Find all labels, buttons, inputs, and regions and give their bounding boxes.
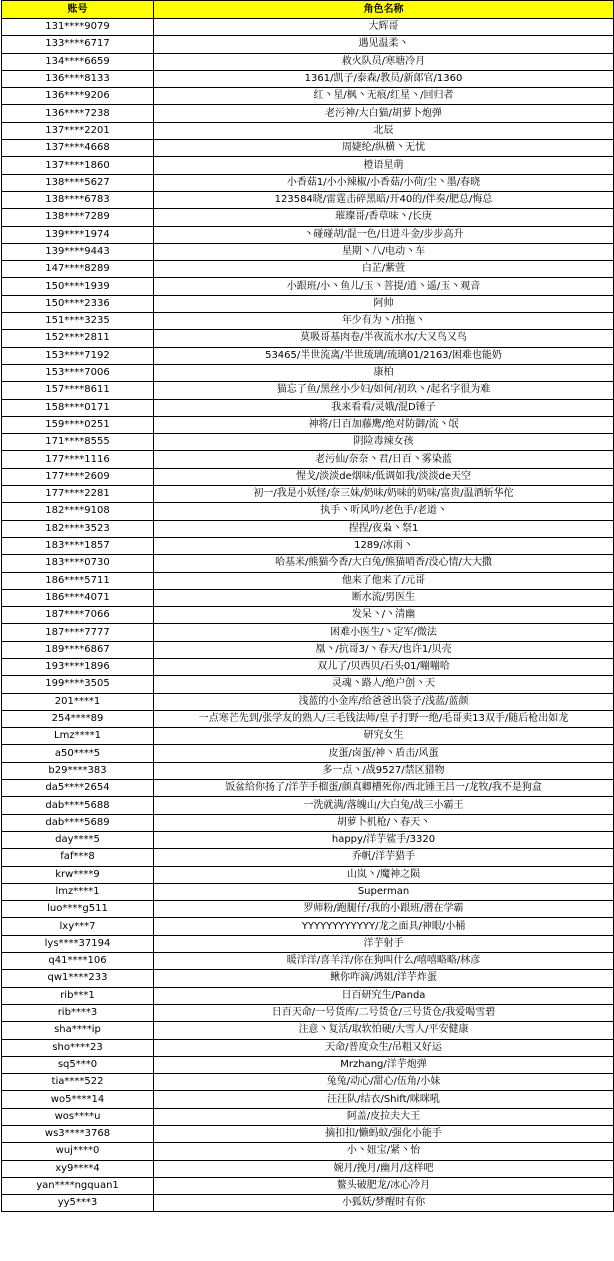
table-row: [2, 313, 614, 330]
account-cell: 136****7238: [2, 105, 154, 122]
role-name-cell: 遇见温柔丶: [154, 36, 614, 53]
table-row: [2, 243, 614, 260]
account-cell: Lmz****1: [2, 728, 154, 745]
role-name-cell: 断水流/男医生: [154, 589, 614, 606]
table-row: [2, 1160, 614, 1177]
account-cell: krw****9: [2, 866, 154, 883]
role-name-cell: 小香菇1/小小辣椒/小香菇/小荷/尘丶墨/春晓: [154, 174, 614, 191]
account-cell: 159****0251: [2, 416, 154, 433]
account-cell: 254****89: [2, 710, 154, 727]
table-row: [2, 1074, 614, 1091]
account-cell: 138****7289: [2, 209, 154, 226]
account-cell: qw1****233: [2, 970, 154, 987]
table-row: [2, 399, 614, 416]
role-name-cell: 兔兔/动心/甜心/伍角/小妹: [154, 1074, 614, 1091]
table-row: [2, 157, 614, 174]
role-name-cell: 星期丶八/电动丶车: [154, 243, 614, 260]
role-name-cell: 摘扣扣/懒蚂蚁/强化小能手: [154, 1126, 614, 1143]
header-account: 账号: [2, 1, 154, 19]
role-name-cell: 哈基米/熊猫今香/大白兔/熊猫哨香/没心情/大大撒: [154, 555, 614, 572]
account-cell: 187****7777: [2, 624, 154, 641]
account-cell: lmz****1: [2, 883, 154, 900]
account-cell: 139****9443: [2, 243, 154, 260]
table-row: [2, 486, 614, 503]
table-row: [2, 1039, 614, 1056]
table-row: [2, 520, 614, 537]
table-row: [2, 105, 614, 122]
table-row: [2, 624, 614, 641]
account-cell: 150****1939: [2, 278, 154, 295]
table-row: [2, 935, 614, 952]
role-name-cell: 周婕纶/纵横丶无忧: [154, 140, 614, 157]
role-name-cell: 阿帅: [154, 295, 614, 312]
table-row: [2, 658, 614, 675]
role-name-cell: 救火队员/寒塘冷月: [154, 53, 614, 70]
table-row: [2, 278, 614, 295]
table-row: [2, 987, 614, 1004]
role-name-cell: Mrzhang/洋芋炮弹: [154, 1056, 614, 1073]
account-cell: 199****3505: [2, 676, 154, 693]
account-cell: 147****8289: [2, 261, 154, 278]
table-row: [2, 1143, 614, 1160]
account-cell: tia****522: [2, 1074, 154, 1091]
account-cell: 133****6717: [2, 36, 154, 53]
role-name-cell: 猫忘了鱼/黑丝小少妇/如何/初玖丶/起名字很为难: [154, 382, 614, 399]
account-cell: ws3****3768: [2, 1126, 154, 1143]
account-cell: lys****37194: [2, 935, 154, 952]
account-cell: 157****8611: [2, 382, 154, 399]
table-row: [2, 555, 614, 572]
account-cell: lxy***7: [2, 918, 154, 935]
account-cell: 139****1974: [2, 226, 154, 243]
table-row: [2, 589, 614, 606]
role-name-cell: 橙语星萌: [154, 157, 614, 174]
role-name-cell: 婉月/挽月/幽月/这样吧: [154, 1160, 614, 1177]
table-row: [2, 434, 614, 451]
account-cell: 136****9206: [2, 88, 154, 105]
account-cell: 186****5711: [2, 572, 154, 589]
role-name-cell: 饭盆给你扬了/洋芋手榴蛋/颜真卿槽死你/西北锤王吕一/龙牧/我不是狗盒: [154, 780, 614, 797]
account-cell: b29****383: [2, 762, 154, 779]
table-row: [2, 953, 614, 970]
table-row: [2, 191, 614, 208]
table-row: [2, 728, 614, 745]
role-name-cell: Superman: [154, 883, 614, 900]
role-name-cell: YYYYYYYYYYYY/龙之面具/神眼/小桶: [154, 918, 614, 935]
account-cell: wo5****14: [2, 1091, 154, 1108]
role-name-cell: 璀璨哥/香草味丶/长庚: [154, 209, 614, 226]
table-row: [2, 1195, 614, 1212]
table-row: [2, 330, 614, 347]
table-row: [2, 883, 614, 900]
role-name-cell: 他来了他来了/元哥: [154, 572, 614, 589]
role-name-cell: 暖洋洋/喜羊洋/你在狗叫什么/嘻嘻略略/林彦: [154, 953, 614, 970]
account-cell: rib***1: [2, 987, 154, 1004]
role-name-cell: 53465/半世流离/半世琉璃/琉璃01/2163/困难也能奶: [154, 347, 614, 364]
role-name-cell: 老污神/大白猫/胡萝卜炮弹: [154, 105, 614, 122]
account-cell: 137****1860: [2, 157, 154, 174]
account-cell: 182****3523: [2, 520, 154, 537]
table-row: [2, 1108, 614, 1125]
table-row: [2, 226, 614, 243]
account-cell: dab****5688: [2, 797, 154, 814]
role-name-cell: 初一/我是小妖怪/奈三妹/奶味/奶味的奶味/富贵/温酒斩华佗: [154, 486, 614, 503]
role-name-cell: 小丶妞宝/紧丶怡: [154, 1143, 614, 1160]
role-name-cell: 双儿了/贝西贝/石头01/嘣嘣哈: [154, 658, 614, 675]
role-name-cell: 浅蓝的小金库/给爸爸出袋子/浅蓝/蓝颜: [154, 693, 614, 710]
account-cell: 138****5627: [2, 174, 154, 191]
table-row: [2, 503, 614, 520]
role-name-cell: 惺戈/淡淡de烟味/低调如我/淡淡de天空: [154, 468, 614, 485]
role-name-cell: 罗师粉/跑腿仔/我的小跟班/潜在学霸: [154, 901, 614, 918]
table-row: [2, 970, 614, 987]
table-row: [2, 762, 614, 779]
account-cell: yan****ngquan1: [2, 1177, 154, 1194]
table-row: [2, 295, 614, 312]
account-cell: 134****6659: [2, 53, 154, 70]
table-row: [2, 140, 614, 157]
table-row: [2, 261, 614, 278]
table-row: [2, 918, 614, 935]
table-row: [2, 36, 614, 53]
account-cell: 152****2811: [2, 330, 154, 347]
account-cell: 187****7066: [2, 607, 154, 624]
role-name-cell: 山岚丶/魔神之陨: [154, 866, 614, 883]
account-cell: 137****2201: [2, 122, 154, 139]
account-cell: sq5***0: [2, 1056, 154, 1073]
table-row: [2, 416, 614, 433]
table-row: [2, 174, 614, 191]
table-row: [2, 676, 614, 693]
roles-table: [1, 0, 614, 1212]
account-cell: 151****3235: [2, 313, 154, 330]
account-cell: 182****9108: [2, 503, 154, 520]
account-cell: 131****9079: [2, 19, 154, 36]
role-name-cell: 北辰: [154, 122, 614, 139]
account-cell: dab****5689: [2, 814, 154, 831]
account-cell: 186****4071: [2, 589, 154, 606]
account-cell: 177****1116: [2, 451, 154, 468]
table-row: [2, 572, 614, 589]
role-name-cell: 皮蛋/卤蛋/神丶盾击/风蛋: [154, 745, 614, 762]
role-name-cell: 鳌头破肥龙/冰心冷月: [154, 1177, 614, 1194]
role-name-cell: 123584晓/雷霆击碎黑暗/开40的/伴奏/肥总/悔总: [154, 191, 614, 208]
table-row: [2, 607, 614, 624]
account-cell: 137****4668: [2, 140, 154, 157]
table-row: [2, 19, 614, 36]
role-name-cell: 注意丶复活/取软怕硬/大雪人/平安健康: [154, 1022, 614, 1039]
role-name-cell: 发呆丶/丶清幽: [154, 607, 614, 624]
account-cell: q41****106: [2, 953, 154, 970]
role-name-cell: 小狐妖/梦醒时有你: [154, 1195, 614, 1212]
table-row: [2, 468, 614, 485]
role-name-cell: 红丶星/枫丶无痕/红星丶/回归者: [154, 88, 614, 105]
table-row: [2, 88, 614, 105]
role-name-cell: 丶碰碰胡/混一色/日进斗金/步步高升: [154, 226, 614, 243]
role-name-cell: 大辉哥: [154, 19, 614, 36]
account-cell: 177****2281: [2, 486, 154, 503]
account-cell: 150****2336: [2, 295, 154, 312]
role-name-cell: 阴险毒辣女孩: [154, 434, 614, 451]
account-cell: rib****3: [2, 1004, 154, 1021]
table-row: [2, 1056, 614, 1073]
role-name-cell: 一洗就满/落魄山/大白兔/战三小霸王: [154, 797, 614, 814]
table-row: [2, 710, 614, 727]
account-cell: faf***8: [2, 849, 154, 866]
role-name-cell: 胡萝卜机枪/丶春天丶: [154, 814, 614, 831]
table-row: [2, 745, 614, 762]
role-name-cell: 白芷/紫萱: [154, 261, 614, 278]
table-row: [2, 693, 614, 710]
header-row: [2, 1, 614, 19]
table-row: [2, 537, 614, 554]
role-name-cell: 神将/日百加藤鹰/绝对防御/流丶氓: [154, 416, 614, 433]
role-name-cell: 鳅你咋滴/鸿姐/洋芋炸蛋: [154, 970, 614, 987]
account-cell: sha****ip: [2, 1022, 154, 1039]
table-row: [2, 797, 614, 814]
table-row: [2, 122, 614, 139]
account-cell: a50****5: [2, 745, 154, 762]
role-name-cell: happy/洋芋鲨手/3320: [154, 831, 614, 848]
account-cell: 136****8133: [2, 70, 154, 87]
account-cell: 201****1: [2, 693, 154, 710]
role-name-cell: 乔帆/洋芋猎手: [154, 849, 614, 866]
role-name-cell: 日百研究生/Panda: [154, 987, 614, 1004]
account-cell: da5****2654: [2, 780, 154, 797]
account-cell: day****5: [2, 831, 154, 848]
account-cell: 153****7192: [2, 347, 154, 364]
table-row: [2, 901, 614, 918]
header-role-name: 角色名称: [154, 1, 614, 19]
table-row: [2, 382, 614, 399]
role-name-cell: 灵魂丶路人/绝户创丶天: [154, 676, 614, 693]
table-row: [2, 1004, 614, 1021]
role-name-cell: 洋芋射手: [154, 935, 614, 952]
table-row: [2, 70, 614, 87]
account-cell: 183****1857: [2, 537, 154, 554]
role-name-cell: 小跟班/小丶鱼儿/玉丶菩提/逍丶遥/玉丶观音: [154, 278, 614, 295]
role-name-cell: 1361/凯子/泰森/教员/新郎官/1360: [154, 70, 614, 87]
account-cell: 171****8555: [2, 434, 154, 451]
table-row: [2, 209, 614, 226]
role-name-cell: 年少有为丶/拍拖丶: [154, 313, 614, 330]
role-name-cell: 困难小医生/丶定军/微法: [154, 624, 614, 641]
table-row: [2, 866, 614, 883]
table-row: [2, 780, 614, 797]
role-name-cell: 捏捏/夜枭丶祭1: [154, 520, 614, 537]
role-name-cell: 我来看看/灵娥/混D锤子: [154, 399, 614, 416]
account-cell: 153****7006: [2, 364, 154, 381]
role-name-cell: 执手丶听风吟/老色手/老道丶: [154, 503, 614, 520]
account-cell: xy9****4: [2, 1160, 154, 1177]
role-name-cell: 凰丶/抗哥3/丶春天/也许1/贝壳: [154, 641, 614, 658]
role-name-cell: 1289/冰雨丶: [154, 537, 614, 554]
account-cell: sho****23: [2, 1039, 154, 1056]
account-cell: luo****g511: [2, 901, 154, 918]
account-cell: 177****2609: [2, 468, 154, 485]
table-row: [2, 347, 614, 364]
table-row: [2, 53, 614, 70]
role-name-cell: 天命/普度众生/吊粗又好运: [154, 1039, 614, 1056]
role-name-cell: 莫吸哥基肉卷/半夜流水水/大又鸟又鸟: [154, 330, 614, 347]
table-body: [2, 19, 614, 1212]
table-row: [2, 451, 614, 468]
account-cell: 183****0730: [2, 555, 154, 572]
account-cell: wuj****0: [2, 1143, 154, 1160]
account-cell: wos****u: [2, 1108, 154, 1125]
table-row: [2, 1091, 614, 1108]
table-row: [2, 1177, 614, 1194]
role-name-cell: 汪汪队/结衣/Shift/咪咪吼: [154, 1091, 614, 1108]
table-row: [2, 364, 614, 381]
role-name-cell: 日百天命/一号货库/二号货仓/三号货仓/我爱喝雪碧: [154, 1004, 614, 1021]
role-name-cell: 多一点丶/战9527/禁区猎物: [154, 762, 614, 779]
table-row: [2, 849, 614, 866]
account-cell: 193****1896: [2, 658, 154, 675]
account-cell: yy5***3: [2, 1195, 154, 1212]
table-row: [2, 1126, 614, 1143]
table-row: [2, 831, 614, 848]
table-row: [2, 814, 614, 831]
role-name-cell: 一点寒芒先到/张学友的熟人/三毛钱法师/皇子打野一绝/毛哥卖13双手/随后枪出如龙: [154, 710, 614, 727]
account-cell: 138****6783: [2, 191, 154, 208]
table-row: [2, 641, 614, 658]
table-row: [2, 1022, 614, 1039]
role-name-cell: 阿盖/皮拉夫大王: [154, 1108, 614, 1125]
role-name-cell: 康柏: [154, 364, 614, 381]
account-cell: 189****6867: [2, 641, 154, 658]
role-name-cell: 研究女生: [154, 728, 614, 745]
account-cell: 158****0171: [2, 399, 154, 416]
role-name-cell: 老污仙/奈奈丶君/日百丶雾染蓝: [154, 451, 614, 468]
